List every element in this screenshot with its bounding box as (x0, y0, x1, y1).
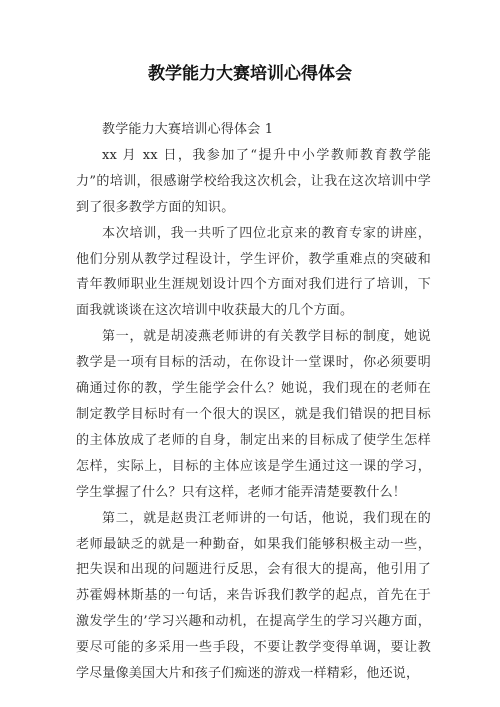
first-point-paragraph: 第一，就是胡凌燕老师讲的有关教学目标的制度，她说教学是一项有目标的活动，在你设计一堂课时，你必须要明确通过你的教，学生能学会什么？她说，我们现在的老师在制定教学目标时有一个很大的误区，就是我们错误的把目标的主体放成了老师的自身，制定出来的目标成了使学生怎样怎样，实际上，目标的主体应该是学生通过这一课的学习，学生掌握了什么？只有这样，老师才能弄清楚要教什么！ (76, 329, 431, 500)
document-body (76, 117, 431, 687)
overview-paragraph: 本次培训，我一共听了四位北京来的教育专家的讲座，他们分别从教学过程设计，学生评价，教学重难点的突破和青年教师职业生涯规划设计四个方面对我们进行了培训，下面我就谈谈在这次培训中收获最大的几个方面。 (76, 225, 431, 319)
subtitle-paragraph: 教学能力大赛培训心得体会 1 (102, 122, 274, 137)
second-point-paragraph: 第二，就是赵贵江老师讲的一句话，他说，我们现在的老师最缺乏的就是一种勤奋，如果我们能够积极主动一些，把失误和出现的问题进行反思，会有很大的提高，他引用了苏霍姆林斯基的一句话，来告诉我们教学的起点，首先在于激发学生的’学习兴趣和动机，在提高学生的学习兴趣方面，要尽可能的多采用一些手段，不要让教学变得单调，要让教学尽量像美国大片和孩子们痴迷的游戏一样精彩，他还说， (76, 510, 431, 682)
document-title: 教学能力大赛培训心得体会 (148, 64, 352, 84)
intro-paragraph: xx 月 xx 日，我参加了“提升中小学教师教育教学能力”的培训，很感谢学校给我这次机会，让我在这次培训中学到了很多教学方面的知识。 (76, 147, 431, 215)
